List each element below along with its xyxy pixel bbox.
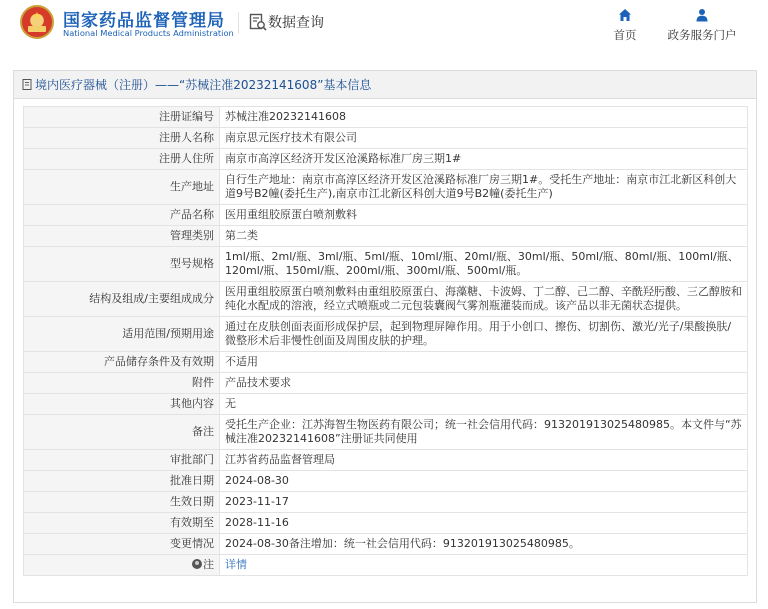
note-icon xyxy=(192,559,202,569)
table-row xyxy=(24,450,748,471)
field-label: 备注 xyxy=(24,415,220,450)
header-divider xyxy=(238,12,239,34)
field-value: 2024-08-30 xyxy=(220,471,748,492)
emblem-base xyxy=(28,26,46,32)
field-label: 产品储存条件及有效期 xyxy=(24,352,220,373)
table-row xyxy=(24,534,748,555)
document-icon xyxy=(22,79,33,90)
field-label: 生效日期 xyxy=(24,492,220,513)
breadcrumb xyxy=(14,71,756,99)
nav-home-label: 首页 xyxy=(613,28,637,42)
field-value: 第二类 xyxy=(220,226,748,247)
nav-portal-label: 政务服务门户 xyxy=(667,28,737,42)
site-header xyxy=(0,0,768,58)
field-value: 通过在皮肤创面表面形成保护层，起到物理屏障作用。用于小创口、擦伤、切割伤、激光/光子/果酸换肤/微整形术后非慢性创面及周围皮肤的护理。 xyxy=(220,317,748,352)
note-label: 注 xyxy=(203,558,214,571)
table-row xyxy=(24,492,748,513)
field-label: 变更情况 xyxy=(24,534,220,555)
registration-info-table xyxy=(23,106,748,576)
brand-subtitle: National Medical Products Administration xyxy=(63,28,234,38)
table-row xyxy=(24,394,748,415)
field-label: 审批部门 xyxy=(24,450,220,471)
field-value: 1ml/瓶、2ml/瓶、3ml/瓶、5ml/瓶、10ml/瓶、20ml/瓶、30ml/瓶、50ml/瓶、80ml/瓶、100ml/瓶、120ml/瓶、150ml/瓶、200ml/瓶、300ml/瓶、500ml/瓶。 xyxy=(220,247,748,282)
field-label: 生产地址 xyxy=(24,170,220,205)
table-row xyxy=(24,317,748,352)
field-value: 不适用 xyxy=(220,352,748,373)
field-value: 南京思元医疗技术有限公司 xyxy=(220,128,748,149)
nav-service-portal[interactable] xyxy=(660,8,744,48)
user-icon xyxy=(695,8,709,22)
field-label: 有效期至 xyxy=(24,513,220,534)
table-row xyxy=(24,247,748,282)
table-row xyxy=(24,149,748,170)
table-row xyxy=(24,205,748,226)
field-value: 医用重组胶原蛋白喷剂敷料 xyxy=(220,205,748,226)
field-value: 苏械注准20232141608 xyxy=(220,107,748,128)
details-link[interactable]: 详情 xyxy=(225,558,247,571)
field-label: 型号规格 xyxy=(24,247,220,282)
field-label: 附件 xyxy=(24,373,220,394)
table-row xyxy=(24,471,748,492)
field-value: 无 xyxy=(220,394,748,415)
table-row xyxy=(24,170,748,205)
table-row xyxy=(24,282,748,317)
field-value: 受托生产企业：江苏海智生物医药有限公司；统一社会信用代码：913201913025480985。本文件与“苏械注准20232141608”注册证共同使用 xyxy=(220,415,748,450)
field-value: 2028-11-16 xyxy=(220,513,748,534)
detail-panel xyxy=(13,70,757,603)
field-value: 2023-11-17 xyxy=(220,492,748,513)
field-label: 注册人住所 xyxy=(24,149,220,170)
field-label: 产品名称 xyxy=(24,205,220,226)
table-row xyxy=(24,226,748,247)
field-label: 注册证编号 xyxy=(24,107,220,128)
field-value: 产品技术要求 xyxy=(220,373,748,394)
field-label: 适用范围/预期用途 xyxy=(24,317,220,352)
star-icon: ★ xyxy=(32,11,42,22)
table-row xyxy=(24,415,748,450)
field-value: 南京市高淳区经济开发区沧溪路标准厂房三期1# xyxy=(220,149,748,170)
table-row-note xyxy=(24,555,748,576)
table-row xyxy=(24,128,748,149)
field-value: 江苏省药品监督管理局 xyxy=(220,450,748,471)
breadcrumb-text: 境内医疗器械（注册）——“苏械注准20232141608”基本信息 xyxy=(35,78,372,92)
brand-title[interactable]: 国家药品监督管理局 xyxy=(63,11,225,31)
field-label: 其他内容 xyxy=(24,394,220,415)
field-label: 批准日期 xyxy=(24,471,220,492)
table-row xyxy=(24,373,748,394)
data-query-link[interactable]: 数据查询 xyxy=(268,15,324,31)
field-label: 结构及组成/主要组成成分 xyxy=(24,282,220,317)
table-row xyxy=(24,352,748,373)
table-row xyxy=(24,513,748,534)
national-emblem-logo xyxy=(20,5,54,39)
table-row xyxy=(24,107,748,128)
field-value: 医用重组胶原蛋白喷剂敷料由重组胶原蛋白、海藻糖、卡波姆、丁二醇、己二醇、辛酰羟肟酸、三乙醇胺和纯化水配成的溶液，经立式喷瓶或二元包装囊阀气雾剂瓶灌装而成。该产品以非无菌状态提供。 xyxy=(220,282,748,317)
document-search-icon xyxy=(249,13,267,31)
home-icon xyxy=(618,8,632,22)
field-label: 管理类别 xyxy=(24,226,220,247)
field-label: 注册人名称 xyxy=(24,128,220,149)
nav-home[interactable] xyxy=(602,8,648,48)
field-label xyxy=(24,555,220,576)
field-value: 自行生产地址：南京市高淳区经济开发区沧溪路标准厂房三期1#。受托生产地址：南京市江北新区科创大道9号B2幢(委托生产),南京市江北新区科创大道9号B2幢(委托生产) xyxy=(220,170,748,205)
field-value: 2024-08-30备注增加：统一社会信用代码：913201913025480985。 xyxy=(220,534,748,555)
field-value xyxy=(220,555,748,576)
